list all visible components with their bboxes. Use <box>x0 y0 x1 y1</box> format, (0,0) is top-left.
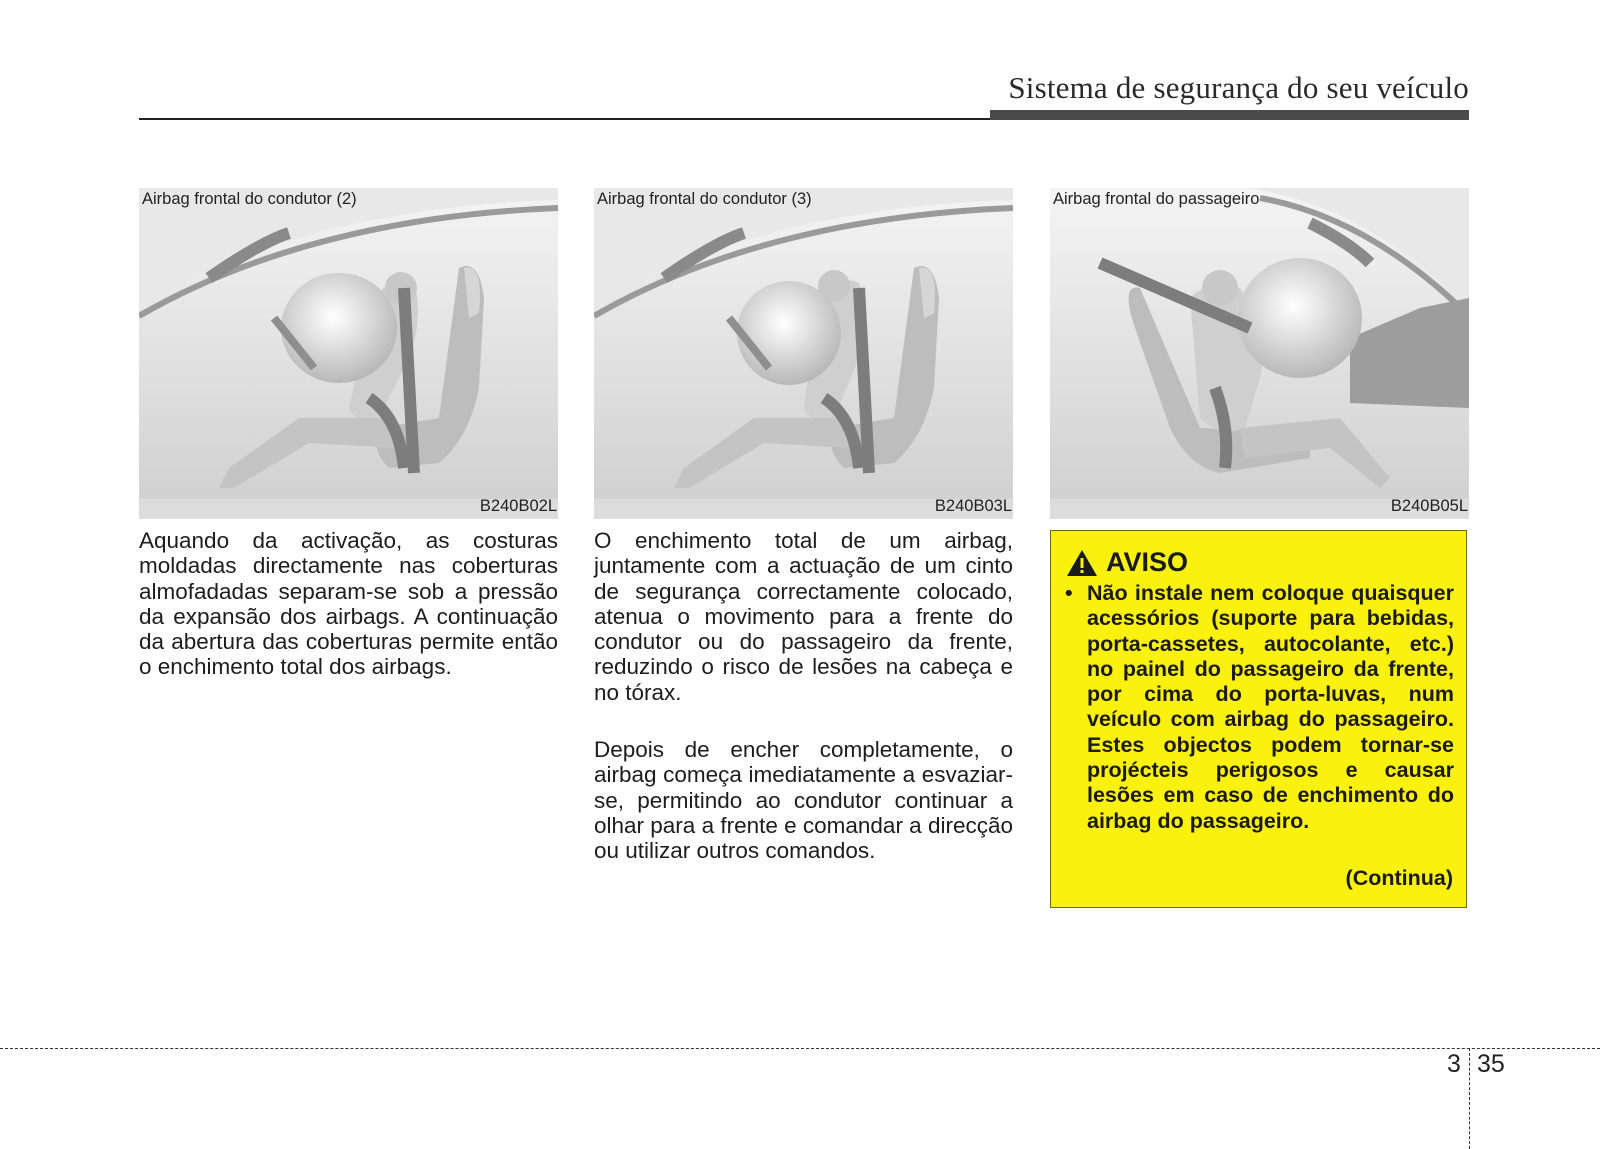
passenger-airbag-illustration <box>1050 188 1469 519</box>
warning-item-text: Não instale nem coloque quaisquer acessórios (suporte para bebidas, porta-cassetes, autocolante, etc.) no painel do passageiro da frente, por cima do porta-luvas, num veículo com airbag do passageiro. Estes objectos podem tornar-se projécteis perigosos e causar lesões em caso de enchimento do airbag do passageiro. <box>1087 581 1454 833</box>
bullet: • <box>1065 581 1073 605</box>
warning-box <box>1050 530 1467 908</box>
driver-airbag-deflating-illustration <box>594 188 1013 519</box>
figure-caption: Airbag frontal do condutor (3) <box>597 190 812 208</box>
figure-code: B240B05L <box>1390 497 1468 515</box>
continue-label: (Continua) <box>1345 866 1453 890</box>
warning-header <box>1066 547 1188 578</box>
figure-code: B240B03L <box>934 497 1012 515</box>
figure-passenger-airbag <box>1050 188 1469 519</box>
figure-code: B240B02L <box>479 497 557 515</box>
figure-driver-airbag-2 <box>139 188 558 519</box>
footer-vertical-divider <box>1469 1048 1470 1149</box>
chapter-number: 3 <box>1447 1050 1461 1078</box>
warning-item <box>1065 581 1454 834</box>
figure-driver-airbag-3 <box>594 188 1013 519</box>
header-rule-accent <box>990 110 1469 120</box>
footer-divider <box>0 1048 1600 1049</box>
page-number: 35 <box>1477 1050 1505 1078</box>
figure-caption: Airbag frontal do condutor (2) <box>142 190 357 208</box>
warning-title: AVISO <box>1106 547 1189 577</box>
warning-list <box>1065 581 1454 834</box>
section-title: Sistema de segurança do seu veículo <box>1008 70 1469 105</box>
column1-paragraph: Aquando da activação, as costuras moldadas directamente nas coberturas almofadadas separam-se sob a pressão da expansão dos airbags. A continuação da abertura das coberturas permite então o enchimento total dos airbags. <box>139 528 558 680</box>
warning-triangle-icon <box>1066 549 1098 577</box>
column2-paragraph-1: O enchimento total de um airbag, juntamente com a actuação de um cinto de segurança correctamente colocado, atenua o movimento para a frente do condutor ou do passageiro da frente, reduzindo o risco de lesões na cabeça e no tórax. <box>594 528 1013 705</box>
driver-airbag-illustration <box>139 188 558 519</box>
column2-paragraph-2: Depois de encher completamente, o airbag começa imediatamente a esvaziar-se, permitindo ao condutor continuar a olhar para a frente e comandar a direcção ou utilizar outros comandos. <box>594 737 1013 864</box>
figure-caption: Airbag frontal do passageiro <box>1053 190 1260 208</box>
